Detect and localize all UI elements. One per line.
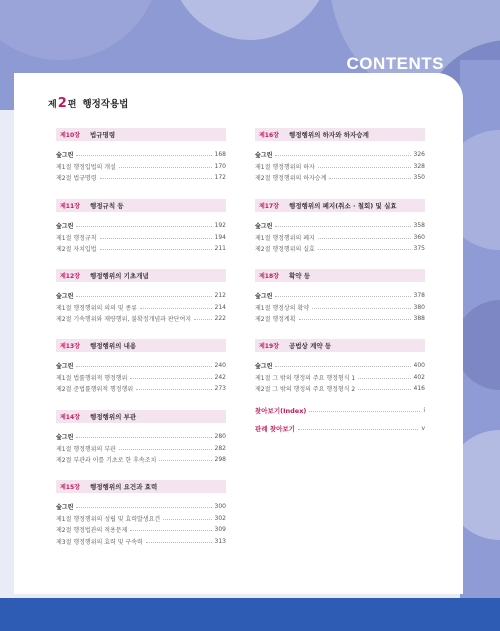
chapter-title: 확약 등 bbox=[289, 272, 311, 280]
toc-entry[interactable] bbox=[56, 243, 226, 255]
part-title: 행정작용법 bbox=[82, 99, 129, 110]
toc-entry-label: 제1절 행정상의 확약 bbox=[255, 304, 310, 312]
toc-entry-label: 숲그린 bbox=[255, 363, 273, 371]
toc-entry[interactable] bbox=[255, 360, 425, 372]
toc-entry[interactable] bbox=[255, 220, 425, 232]
chapter-title: 행정행위의 부관 bbox=[90, 413, 137, 421]
decor-circle bbox=[0, 0, 160, 60]
toc-entry[interactable] bbox=[56, 161, 226, 173]
toc-entry-label: 제2절 그 밖의 행정의 주요 행정형식 2 bbox=[255, 386, 356, 394]
chapter-heading[interactable] bbox=[255, 339, 425, 352]
toc-entry[interactable] bbox=[255, 383, 425, 395]
toc-entry-label: 제3절 행정행위의 효력 및 구속력 bbox=[56, 539, 143, 547]
toc-entry[interactable] bbox=[255, 313, 425, 325]
leader-dots bbox=[100, 249, 212, 250]
toc-entry-label: 숲그린 bbox=[255, 223, 273, 231]
leader-dots bbox=[119, 167, 212, 168]
toc-entry[interactable] bbox=[255, 372, 425, 384]
chapter-number: 제15장 bbox=[60, 484, 80, 491]
toc-entry-page: 416 bbox=[413, 385, 425, 393]
toc-entry-page: 211 bbox=[214, 245, 226, 253]
toc-entry[interactable] bbox=[56, 302, 226, 314]
toc-entry-page: 240 bbox=[214, 362, 226, 370]
leader-dots bbox=[275, 366, 410, 367]
toc-entry-page: 350 bbox=[413, 174, 425, 182]
part-heading bbox=[48, 96, 128, 111]
leader-dots bbox=[119, 449, 212, 450]
chapter-section bbox=[255, 128, 425, 184]
toc-entry-label: 제1절 행정입법의 개설 bbox=[56, 163, 116, 171]
chapter-number: 제13장 bbox=[60, 343, 80, 350]
leader-dots bbox=[76, 296, 211, 297]
toc-entry-label: 제2절 기속행위와 재량행위, 불확정개념과 판단여지 bbox=[56, 316, 192, 324]
toc-entry-page: 302 bbox=[214, 514, 226, 522]
chapter-heading[interactable] bbox=[255, 128, 425, 141]
chapter-number: 제17장 bbox=[259, 203, 279, 210]
leader-dots bbox=[275, 296, 410, 297]
leader-dots bbox=[312, 308, 411, 309]
part-suffix: 편 bbox=[67, 100, 77, 110]
toc-entry-page: 280 bbox=[214, 433, 226, 441]
toc-entry[interactable] bbox=[56, 232, 226, 244]
chapter-number: 제10장 bbox=[60, 132, 80, 139]
toc-entry-label: 제2절 법규명령 bbox=[56, 175, 97, 183]
leader-dots bbox=[163, 519, 211, 520]
chapter-title: 행정규칙 등 bbox=[90, 202, 124, 210]
toc-entry-label: 숲그린 bbox=[56, 363, 74, 371]
toc-entry[interactable] bbox=[56, 524, 226, 536]
toc-entry-page: 172 bbox=[214, 174, 226, 182]
toc-entry[interactable] bbox=[56, 454, 226, 466]
chapter-heading[interactable] bbox=[56, 128, 226, 141]
toc-entry[interactable] bbox=[56, 172, 226, 184]
leader-dots bbox=[130, 378, 211, 379]
toc-entry[interactable] bbox=[56, 313, 226, 325]
leader-dots bbox=[130, 530, 211, 531]
chapter-heading[interactable] bbox=[56, 480, 226, 493]
chapter-title: 행정행위의 폐지(취소 · 철회) 및 실효 bbox=[289, 202, 397, 210]
toc-entry-label: 제2절 행정행위의 하자승계 bbox=[255, 175, 327, 183]
toc-entry[interactable] bbox=[56, 360, 226, 372]
toc-entry-page: 214 bbox=[214, 303, 226, 311]
toc-entry-label: 숲그린 bbox=[56, 293, 74, 301]
leader-dots bbox=[275, 226, 410, 227]
chapter-section bbox=[56, 410, 226, 466]
toc-entry[interactable] bbox=[56, 149, 226, 161]
toc-entry[interactable] bbox=[56, 372, 226, 384]
index-page: i bbox=[423, 407, 425, 414]
toc-entry-label: 숲그린 bbox=[56, 504, 74, 512]
chapter-section bbox=[56, 199, 226, 255]
chapter-number: 제19장 bbox=[259, 343, 279, 350]
leader-dots bbox=[146, 542, 212, 543]
toc-entry-page: 170 bbox=[214, 162, 226, 170]
toc-entry-label: 숲그린 bbox=[56, 152, 74, 160]
toc-entry-page: 212 bbox=[214, 292, 226, 300]
chapter-section bbox=[56, 128, 226, 184]
toc-entry[interactable] bbox=[56, 501, 226, 513]
chapter-heading[interactable] bbox=[56, 199, 226, 212]
toc-entry-label: 제1절 행정규칙 bbox=[56, 234, 97, 242]
toc-entry-page: 375 bbox=[413, 245, 425, 253]
toc-entry-label: 제1절 그 밖의 행정의 주요 행정형식 1 bbox=[255, 374, 356, 382]
toc-entry-label: 숲그린 bbox=[255, 293, 273, 301]
toc-entry-page: 222 bbox=[214, 315, 226, 323]
chapter-title: 행정행위의 하자와 하자승계 bbox=[289, 131, 369, 139]
leader-dots bbox=[298, 429, 419, 430]
toc-entry-page: 328 bbox=[413, 162, 425, 170]
chapter-section bbox=[255, 199, 425, 255]
footer-band bbox=[0, 598, 500, 631]
toc-entry[interactable] bbox=[255, 302, 425, 314]
chapter-section bbox=[56, 269, 226, 325]
toc-entry[interactable] bbox=[255, 161, 425, 173]
toc-entry-page: 380 bbox=[413, 303, 425, 311]
chapter-number: 제18장 bbox=[259, 273, 279, 280]
toc-entry-page: 300 bbox=[214, 503, 226, 511]
leader-dots bbox=[100, 178, 212, 179]
leader-dots bbox=[76, 437, 211, 438]
leader-dots bbox=[275, 155, 410, 156]
toc-entry-label: 제2절 행정계획 bbox=[255, 316, 296, 324]
page-title: CONTENTS bbox=[346, 54, 444, 73]
case-index-page: v bbox=[421, 425, 425, 432]
case-index-link[interactable] bbox=[255, 424, 425, 433]
index-link[interactable] bbox=[255, 406, 425, 415]
leader-dots bbox=[140, 308, 212, 309]
toc-entry-page: 360 bbox=[413, 233, 425, 241]
toc-entry-page: 298 bbox=[214, 456, 226, 464]
toc-entry[interactable] bbox=[255, 290, 425, 302]
toc-entry-label: 제1절 행정행위의 하자 bbox=[255, 163, 315, 171]
toc-entry[interactable] bbox=[255, 232, 425, 244]
toc-entry[interactable] bbox=[56, 513, 226, 525]
toc-entry-label: 제2절 준법률행위적 행정행위 bbox=[56, 386, 134, 394]
chapter-section bbox=[56, 339, 226, 395]
leader-dots bbox=[76, 155, 211, 156]
case-index-label: 판례 찾아보기 bbox=[255, 425, 295, 433]
part-number: 2 bbox=[57, 96, 67, 111]
toc-entry-page: 326 bbox=[413, 151, 425, 159]
toc-entry-label: 제2절 행정법관의 적용문제 bbox=[56, 527, 128, 535]
toc-entry-page: 192 bbox=[214, 222, 226, 230]
chapter-heading[interactable] bbox=[255, 199, 425, 212]
toc-entry-page: 400 bbox=[413, 362, 425, 370]
part-prefix: 제 bbox=[48, 100, 57, 110]
leader-dots bbox=[318, 249, 411, 250]
leader-dots bbox=[358, 389, 410, 390]
toc-entry[interactable] bbox=[255, 243, 425, 255]
chapter-number: 제11장 bbox=[60, 203, 80, 210]
leader-dots bbox=[358, 378, 410, 379]
leader-dots bbox=[318, 167, 411, 168]
chapter-section bbox=[56, 480, 226, 547]
index-label: 찾아보기(Index) bbox=[255, 407, 307, 415]
leader-dots bbox=[309, 411, 420, 412]
chapter-title: 법규명령 bbox=[90, 131, 116, 139]
chapter-title: 행정행위의 내용 bbox=[90, 342, 137, 350]
leader-dots bbox=[329, 178, 410, 179]
chapter-section bbox=[255, 269, 425, 325]
toc-entry-label: 숲그린 bbox=[56, 223, 74, 231]
leader-dots bbox=[76, 366, 211, 367]
toc-entry[interactable] bbox=[56, 431, 226, 443]
toc-entry-label: 숲그린 bbox=[255, 152, 273, 160]
toc-entry-label: 제2절 부관과 이를 기초로 한 후속조치 bbox=[56, 457, 157, 465]
toc-entry-label: 제1절 행정행위의 성립 및 효력발생요건 bbox=[56, 515, 161, 523]
chapter-number: 제12장 bbox=[60, 273, 80, 280]
toc-entry[interactable] bbox=[56, 536, 226, 548]
toc-entry-label: 제1절 행정행위의 의의 및 종류 bbox=[56, 304, 137, 312]
toc-entry[interactable] bbox=[56, 290, 226, 302]
toc-entry[interactable] bbox=[255, 172, 425, 184]
chapter-title: 행정행위의 기초개념 bbox=[90, 272, 149, 280]
toc-entry-label: 제2절 행정행위의 실효 bbox=[255, 246, 315, 254]
toc-entry-page: 168 bbox=[214, 151, 226, 159]
leader-dots bbox=[136, 389, 211, 390]
chapter-title: 공법상 계약 등 bbox=[289, 342, 332, 350]
toc-entry-page: 388 bbox=[413, 315, 425, 323]
toc-entry-label: 제1절 행정행위의 폐지 bbox=[255, 234, 315, 242]
leader-dots bbox=[100, 238, 212, 239]
toc-entry-page: 313 bbox=[214, 538, 226, 546]
leader-dots bbox=[159, 460, 211, 461]
chapter-number: 제16장 bbox=[259, 132, 279, 139]
toc-entry-label: 제1절 법률행위적 행정행위 bbox=[56, 374, 128, 382]
chapter-heading[interactable] bbox=[255, 269, 425, 282]
chapter-heading[interactable] bbox=[56, 339, 226, 352]
leader-dots bbox=[318, 238, 411, 239]
leader-dots bbox=[299, 319, 411, 320]
toc-entry[interactable] bbox=[56, 383, 226, 395]
leader-dots bbox=[76, 507, 211, 508]
toc-entry-page: 402 bbox=[413, 373, 425, 381]
toc-entry-label: 제2절 자치입법 bbox=[56, 246, 97, 254]
toc-entry[interactable] bbox=[255, 149, 425, 161]
toc-entry[interactable] bbox=[56, 220, 226, 232]
toc-entry-page: 273 bbox=[214, 385, 226, 393]
chapter-heading[interactable] bbox=[56, 269, 226, 282]
toc-entry-label: 제1절 행정행위의 부관 bbox=[56, 445, 116, 453]
chapter-title: 행정행위의 요건과 효력 bbox=[90, 483, 158, 491]
leader-dots bbox=[76, 226, 211, 227]
chapter-heading[interactable] bbox=[56, 410, 226, 423]
leader-dots bbox=[194, 319, 211, 320]
toc-entry-page: 242 bbox=[214, 373, 226, 381]
chapter-number: 제14장 bbox=[60, 414, 80, 421]
toc-entry-page: 282 bbox=[214, 444, 226, 452]
toc-entry-page: 309 bbox=[214, 526, 226, 534]
toc-entry-page: 378 bbox=[413, 292, 425, 300]
decor-circle bbox=[170, 0, 330, 40]
toc-entry-label: 숲그린 bbox=[56, 434, 74, 442]
toc-entry[interactable] bbox=[56, 443, 226, 455]
toc-entry-page: 358 bbox=[413, 222, 425, 230]
toc-entry-page: 194 bbox=[214, 233, 226, 241]
chapter-section bbox=[255, 339, 425, 395]
